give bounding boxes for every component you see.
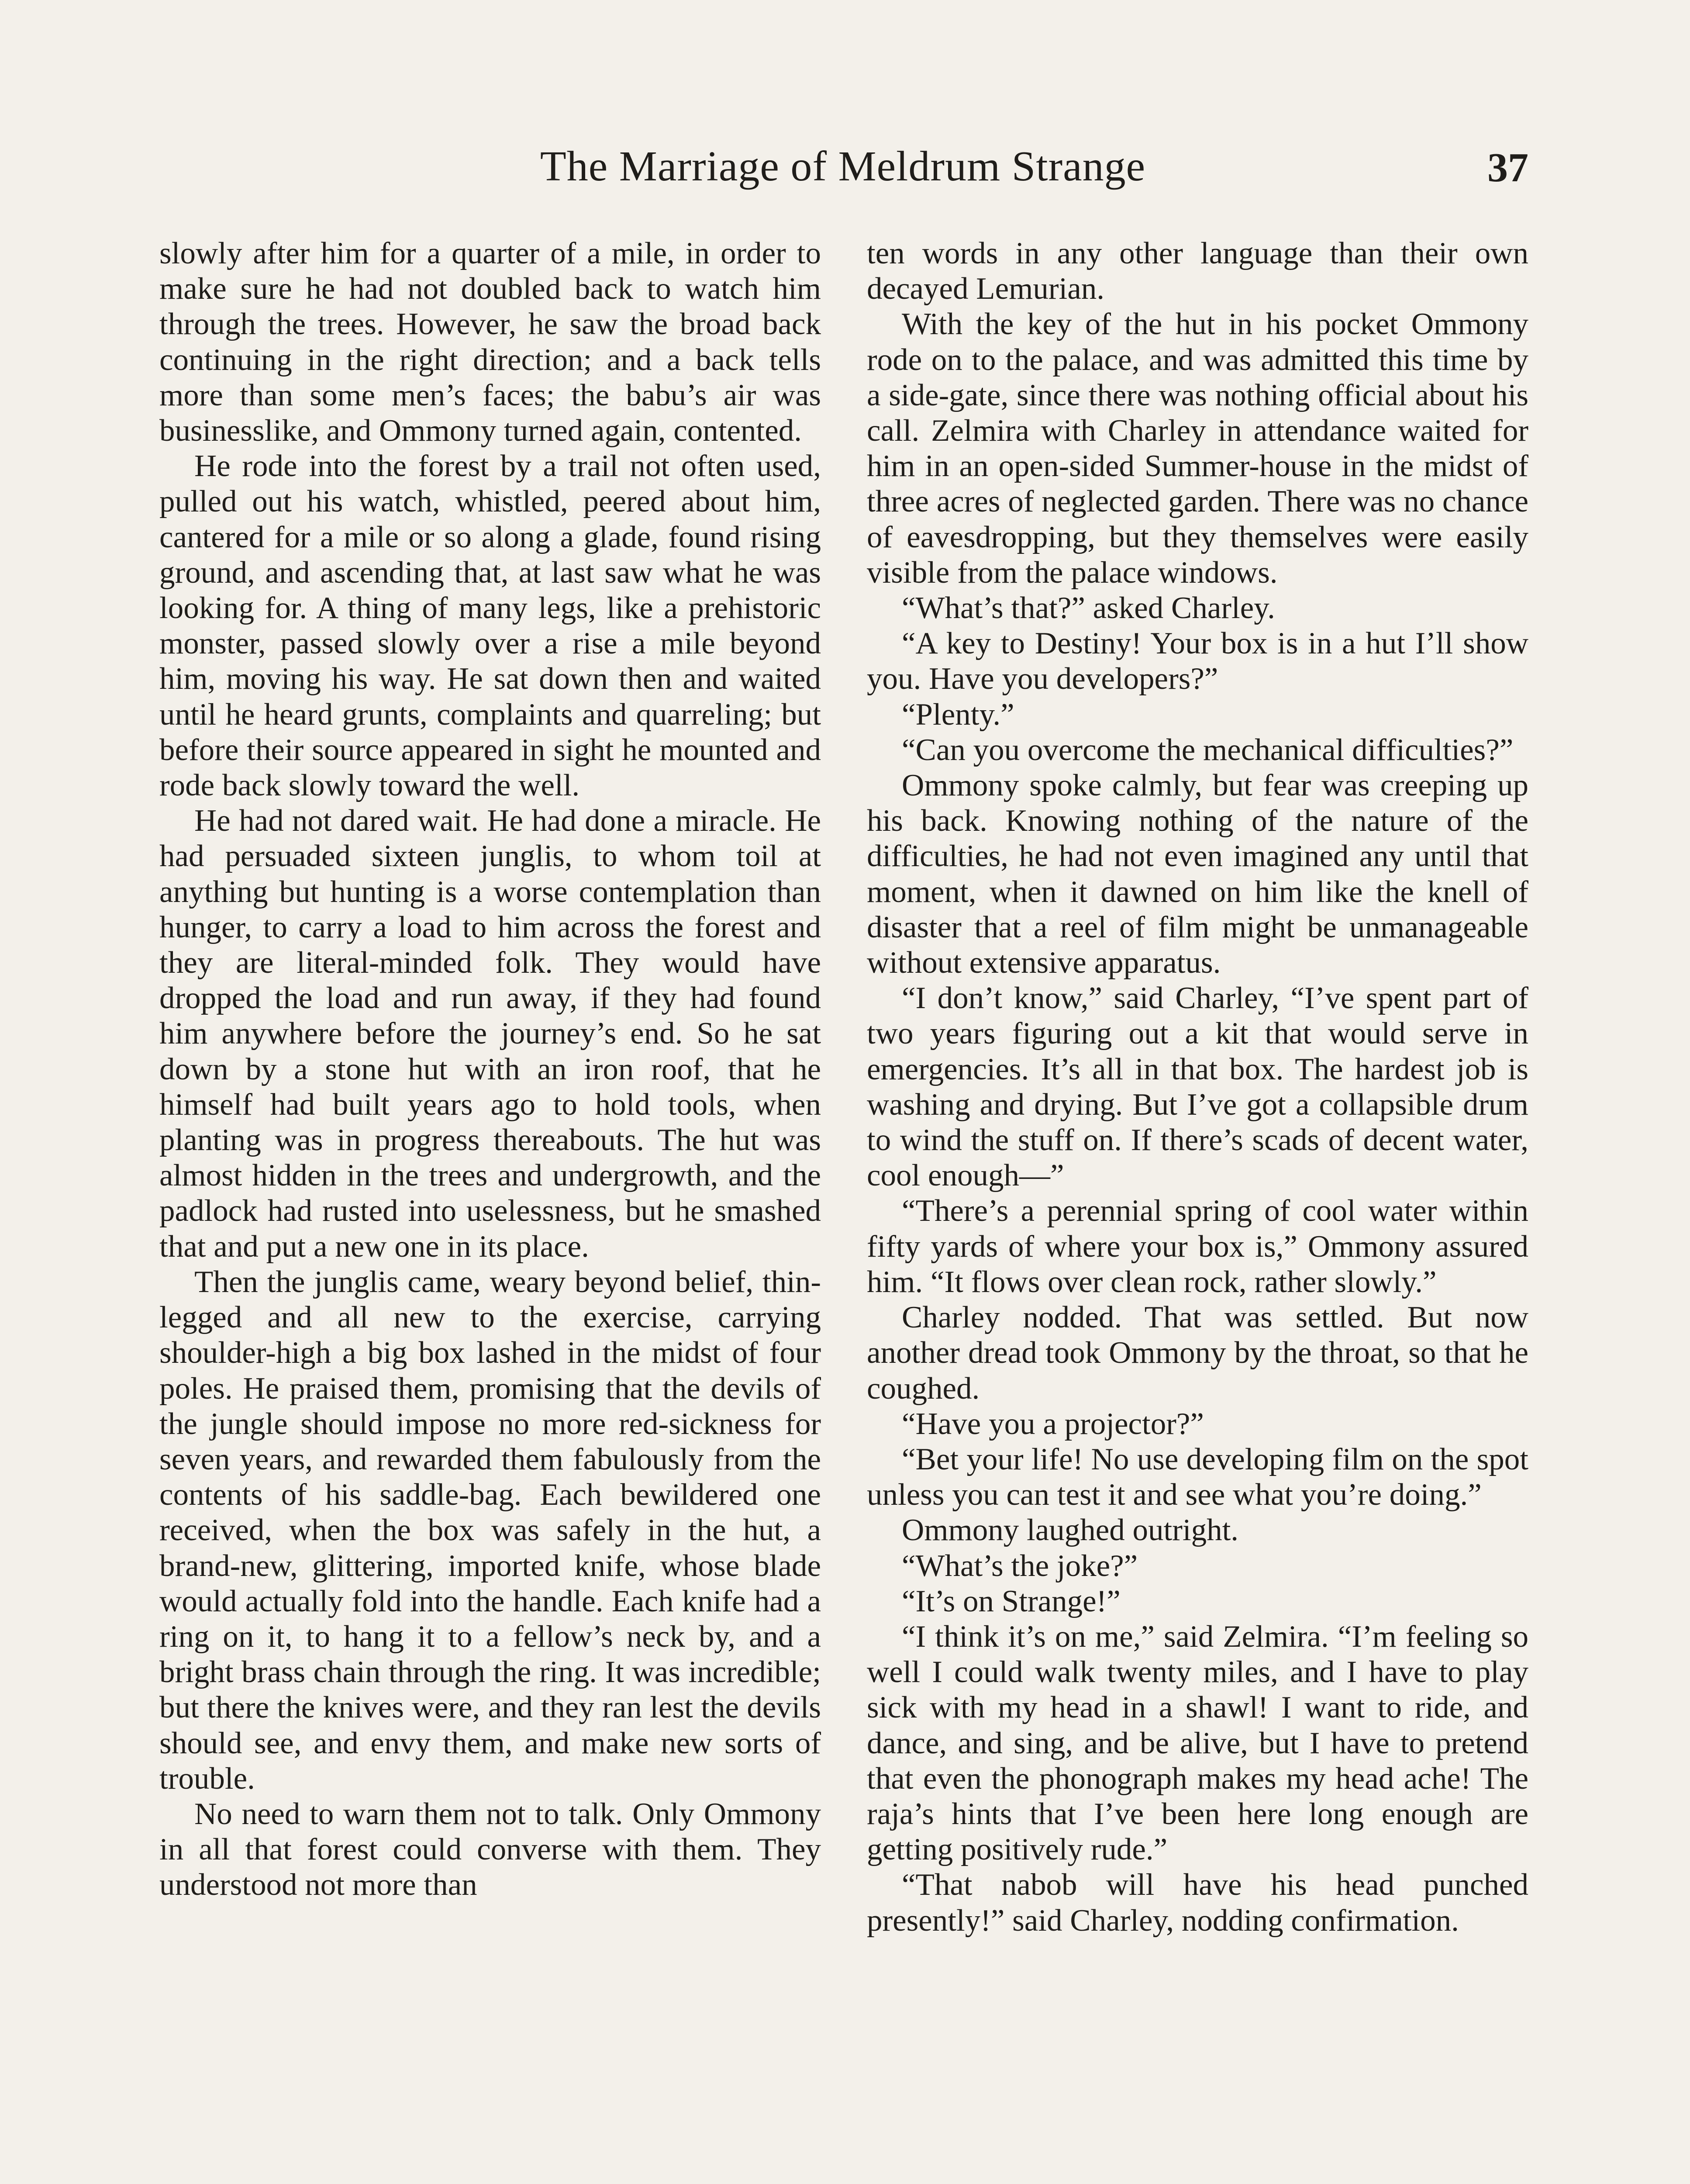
- right-paragraph-12: “Bet your life! No use developing film on the spot unless you can test it and see what you’re doing.”: [867, 1442, 1528, 1512]
- right-paragraph-11: “Have you a projector?”: [902, 1406, 1204, 1441]
- left-paragraph-5: No need to warn them not to talk. Only Ommony in all that forest could converse with them. They understood not more than: [159, 1797, 821, 1902]
- right-paragraph-9: “There’s a perennial spring of cool water within fifty yards of where your box is,” Ommony assured him. “It flows over clean rock, rather slowly.”: [867, 1194, 1528, 1299]
- left-paragraph-4: Then the junglis came, weary beyond belief, thin-legged and all new to the exercise, carrying shoulder-high a big box lashed in the midst of four poles. He praised them, promising that the devils of the jungle should impose no more red-sickness for seven years, and rewarded them fabulously from the contents of his saddle-bag. Each bewildered one received, when the box was safely in the hut, a brand-new, glittering, imported knife, whose blade would actually fold into the handle. Each knife had a ring on it, to hang it to a fellow’s neck by, and a bright brass chain through the ring. It was incredible; but there the knives were, and they ran lest the devils should see, and envy them, and make new sorts of trouble.: [159, 1265, 821, 1796]
- left-paragraph-2: He rode into the forest by a trail not often used, pulled out his watch, whistled, peered about him, cantered for a mile or so along a glade, found rising ground, and ascending that, at last saw what he was looking for. A thing of many legs, like a prehistoric monster, passed slowly over a rise a mile beyond him, moving his way. He sat down then and waited until he heard grunts, complaints and quarreling; but before their source appeared in sight he mounted and rode back slowly toward the well.: [159, 449, 821, 803]
- right-paragraph-6: “Can you overcome the mechanical difficulties?”: [902, 733, 1514, 767]
- right-paragraph-7: Ommony spoke calmly, but fear was creeping up his back. Knowing nothing of the nature of the difficulties, he had not even imagined any until that moment, when it dawned on him like the knell of disaster that a reel of film might be unmanageable without extensive apparatus.: [867, 768, 1528, 980]
- right-paragraph-16: “I think it’s on me,” said Zelmira. “I’m feeling so well I could walk twenty miles, and I have to play sick with my head in a shawl! I want to ride, and dance, and sing, and be alive, but I have to pretend that even the phonograph makes my head ache! The raja’s hints that I’ve been here long enough are getting positively rude.”: [867, 1619, 1528, 1867]
- right-column: [867, 236, 1528, 2184]
- right-paragraph-13: Ommony laughed outright.: [902, 1513, 1239, 1548]
- left-paragraph-1: slowly after him for a quarter of a mile, in order to make sure he had not doubled back to watch him through the trees. However, he saw the broad back continuing in the right direction; and a back tells more than some men’s faces; the babu’s air was businesslike, and Ommony turned again, contented.: [159, 236, 821, 448]
- right-paragraph-10: Charley nodded. That was settled. But now another dread took Ommony by the throat, so that he coughed.: [867, 1300, 1528, 1406]
- page-header: [157, 142, 1528, 212]
- right-paragraph-2: With the key of the hut in his pocket Ommony rode on to the palace, and was admitted this time by a side-gate, since there was nothing official about his call. Zelmira with Charley in attendance waited for him in an open-sided Summer-house in the midst of three acres of neglected garden. There was no chance of eavesdropping, but they themselves were easily visible from the palace windows.: [867, 307, 1528, 590]
- right-paragraph-17: “That nabob will have his head punched presently!” said Charley, nodding confirmation.: [867, 1868, 1528, 1938]
- right-paragraph-1: ten words in any other language than their own decayed Lemurian.: [867, 236, 1528, 306]
- right-paragraph-8: “I don’t know,” said Charley, “I’ve spent part of two years figuring out a kit that would serve in emergencies. It’s all in that box. The hardest job is washing and drying. But I’ve got a collapsible drum to wind the stuff on. If there’s scads of decent water, cool enough—”: [867, 981, 1528, 1193]
- left-paragraph-3: He had not dared wait. He had done a miracle. He had persuaded sixteen junglis, to whom toil at anything but hunting is a worse contemplation than hunger, to carry a load to him across the forest and they are literal-minded folk. They would have dropped the load and run away, if they had found him anywhere before the journey’s end. So he sat down by a stone hut with an iron roof, that he himself had built years ago to hold tools, when planting was in progress thereabouts. The hut was almost hidden in the trees and undergrowth, and the padlock had rusted into uselessness, but he smashed that and put a new one in its place.: [159, 804, 821, 1264]
- right-paragraph-5: “Plenty.”: [902, 697, 1014, 732]
- right-paragraph-15: “It’s on Strange!”: [902, 1584, 1121, 1618]
- left-column: [159, 236, 821, 2184]
- running-title: The Marriage of Meldrum Strange: [540, 143, 1146, 190]
- page-number: 37: [1487, 145, 1528, 190]
- right-paragraph-4: “A key to Destiny! Your box is in a hut I’ll show you. Have you developers?”: [867, 626, 1528, 696]
- right-paragraph-3: “What’s that?” asked Charley.: [902, 591, 1275, 625]
- right-paragraph-14: “What’s the joke?”: [902, 1548, 1138, 1583]
